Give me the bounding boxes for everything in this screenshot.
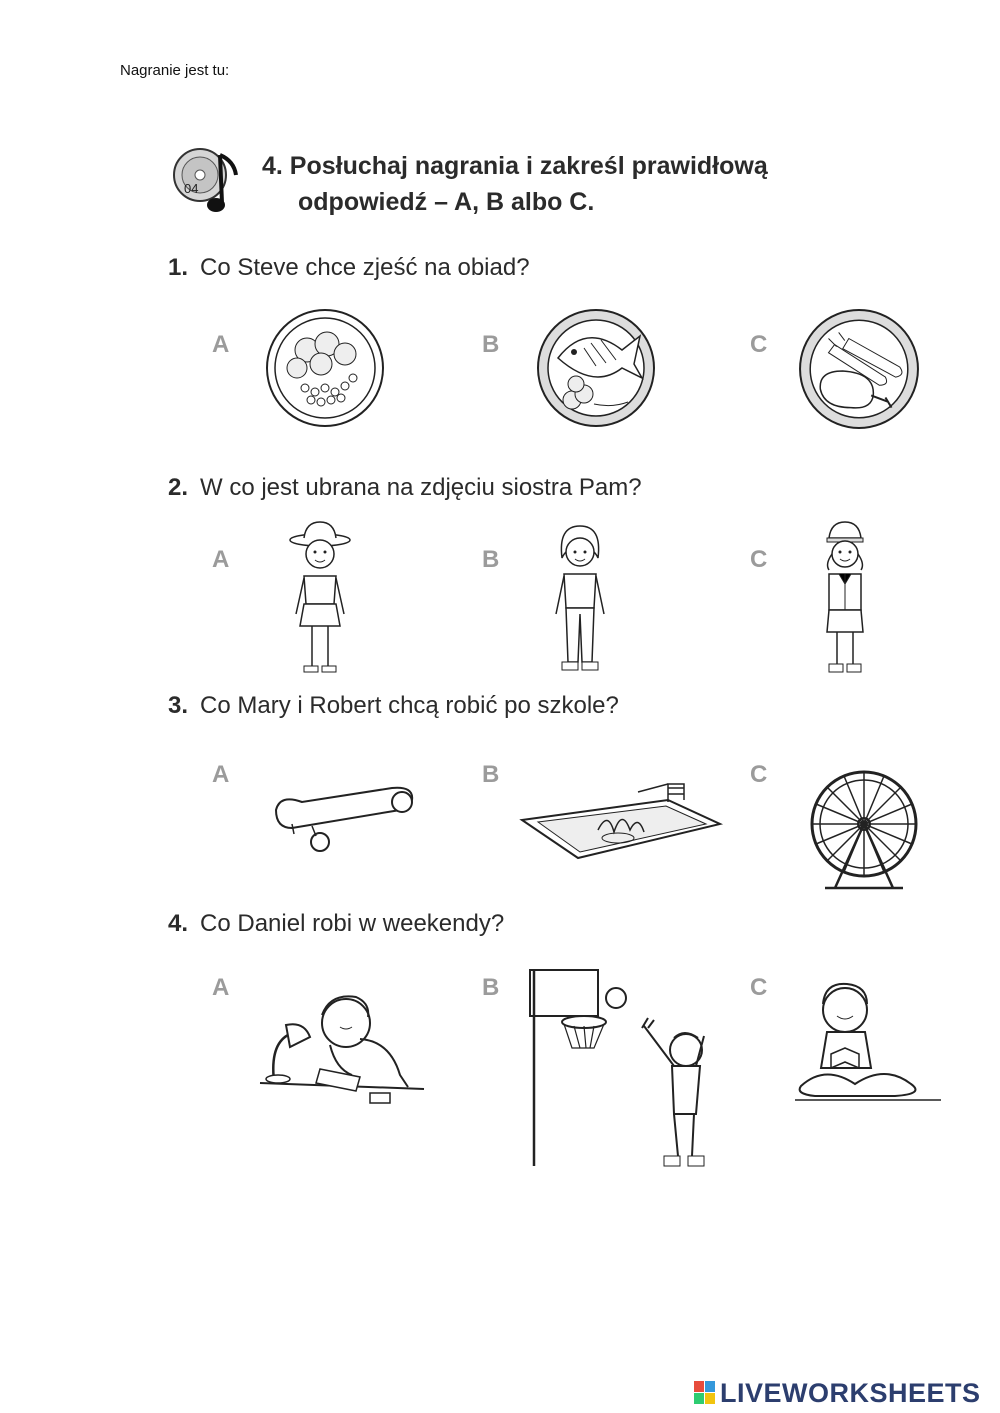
cd-track-number: 04 bbox=[184, 181, 199, 196]
girl-uniform-cap-image[interactable] bbox=[805, 518, 885, 678]
intro-text: Nagranie jest tu: bbox=[120, 62, 230, 79]
q2-option-c[interactable]: C bbox=[744, 545, 773, 575]
question-1 bbox=[168, 254, 530, 282]
skateboard-image[interactable] bbox=[272, 780, 418, 856]
plate-broccoli-peas-image[interactable] bbox=[265, 308, 385, 428]
swimming-pool-image[interactable] bbox=[518, 780, 724, 866]
q3-option-a[interactable]: A bbox=[206, 760, 235, 790]
boy-basketball-image[interactable] bbox=[524, 966, 726, 1180]
boy-studying-lamp-image[interactable] bbox=[260, 965, 424, 1115]
liveworksheets-logo-icon bbox=[694, 1381, 716, 1405]
liveworksheets-brand: LIVEWORKSHEETS bbox=[720, 1378, 981, 1408]
plate-fish-broccoli-image[interactable] bbox=[536, 308, 656, 428]
question-2-text: W co jest ubrana na zdjęciu siostra Pam? bbox=[200, 474, 642, 501]
plate-chicken-carrots-image[interactable] bbox=[798, 308, 920, 430]
q3-option-c[interactable]: C bbox=[744, 760, 773, 790]
question-3 bbox=[168, 692, 619, 720]
girl-shirt-trousers-image[interactable] bbox=[540, 518, 620, 678]
q4-option-b[interactable]: B bbox=[476, 973, 505, 1003]
q3-option-b[interactable]: B bbox=[476, 760, 505, 790]
question-3-text: Co Mary i Robert chcą robić po szkole? bbox=[200, 692, 619, 719]
task-title bbox=[262, 148, 768, 220]
q4-option-a[interactable]: A bbox=[206, 973, 235, 1003]
q1-option-a[interactable]: A bbox=[206, 330, 235, 360]
boy-reading-book-image[interactable] bbox=[795, 968, 941, 1110]
q2-option-a[interactable]: A bbox=[206, 545, 235, 575]
question-1-number: 1. bbox=[168, 254, 189, 281]
q2-option-b[interactable]: B bbox=[476, 545, 505, 575]
cd-audio-icon[interactable] bbox=[170, 145, 240, 217]
question-4-text: Co Daniel robi w weekendy? bbox=[200, 910, 505, 937]
question-2 bbox=[168, 474, 642, 502]
task-title-line2: odpowiedź – A, B albo C. bbox=[298, 188, 595, 216]
q1-option-c[interactable]: C bbox=[744, 330, 773, 360]
question-4-number: 4. bbox=[168, 910, 189, 937]
question-3-number: 3. bbox=[168, 692, 189, 719]
q4-option-c[interactable]: C bbox=[744, 973, 773, 1003]
question-2-number: 2. bbox=[168, 474, 189, 501]
ferris-wheel-image[interactable] bbox=[795, 768, 933, 892]
task-title-line1: 4. Posłuchaj nagrania i zakreśl prawidłową bbox=[262, 152, 768, 180]
girl-hat-dress-image[interactable] bbox=[280, 518, 360, 678]
question-1-text: Co Steve chce zjeść na obiad? bbox=[200, 254, 530, 281]
question-4 bbox=[168, 910, 504, 938]
q1-option-b[interactable]: B bbox=[476, 330, 505, 360]
